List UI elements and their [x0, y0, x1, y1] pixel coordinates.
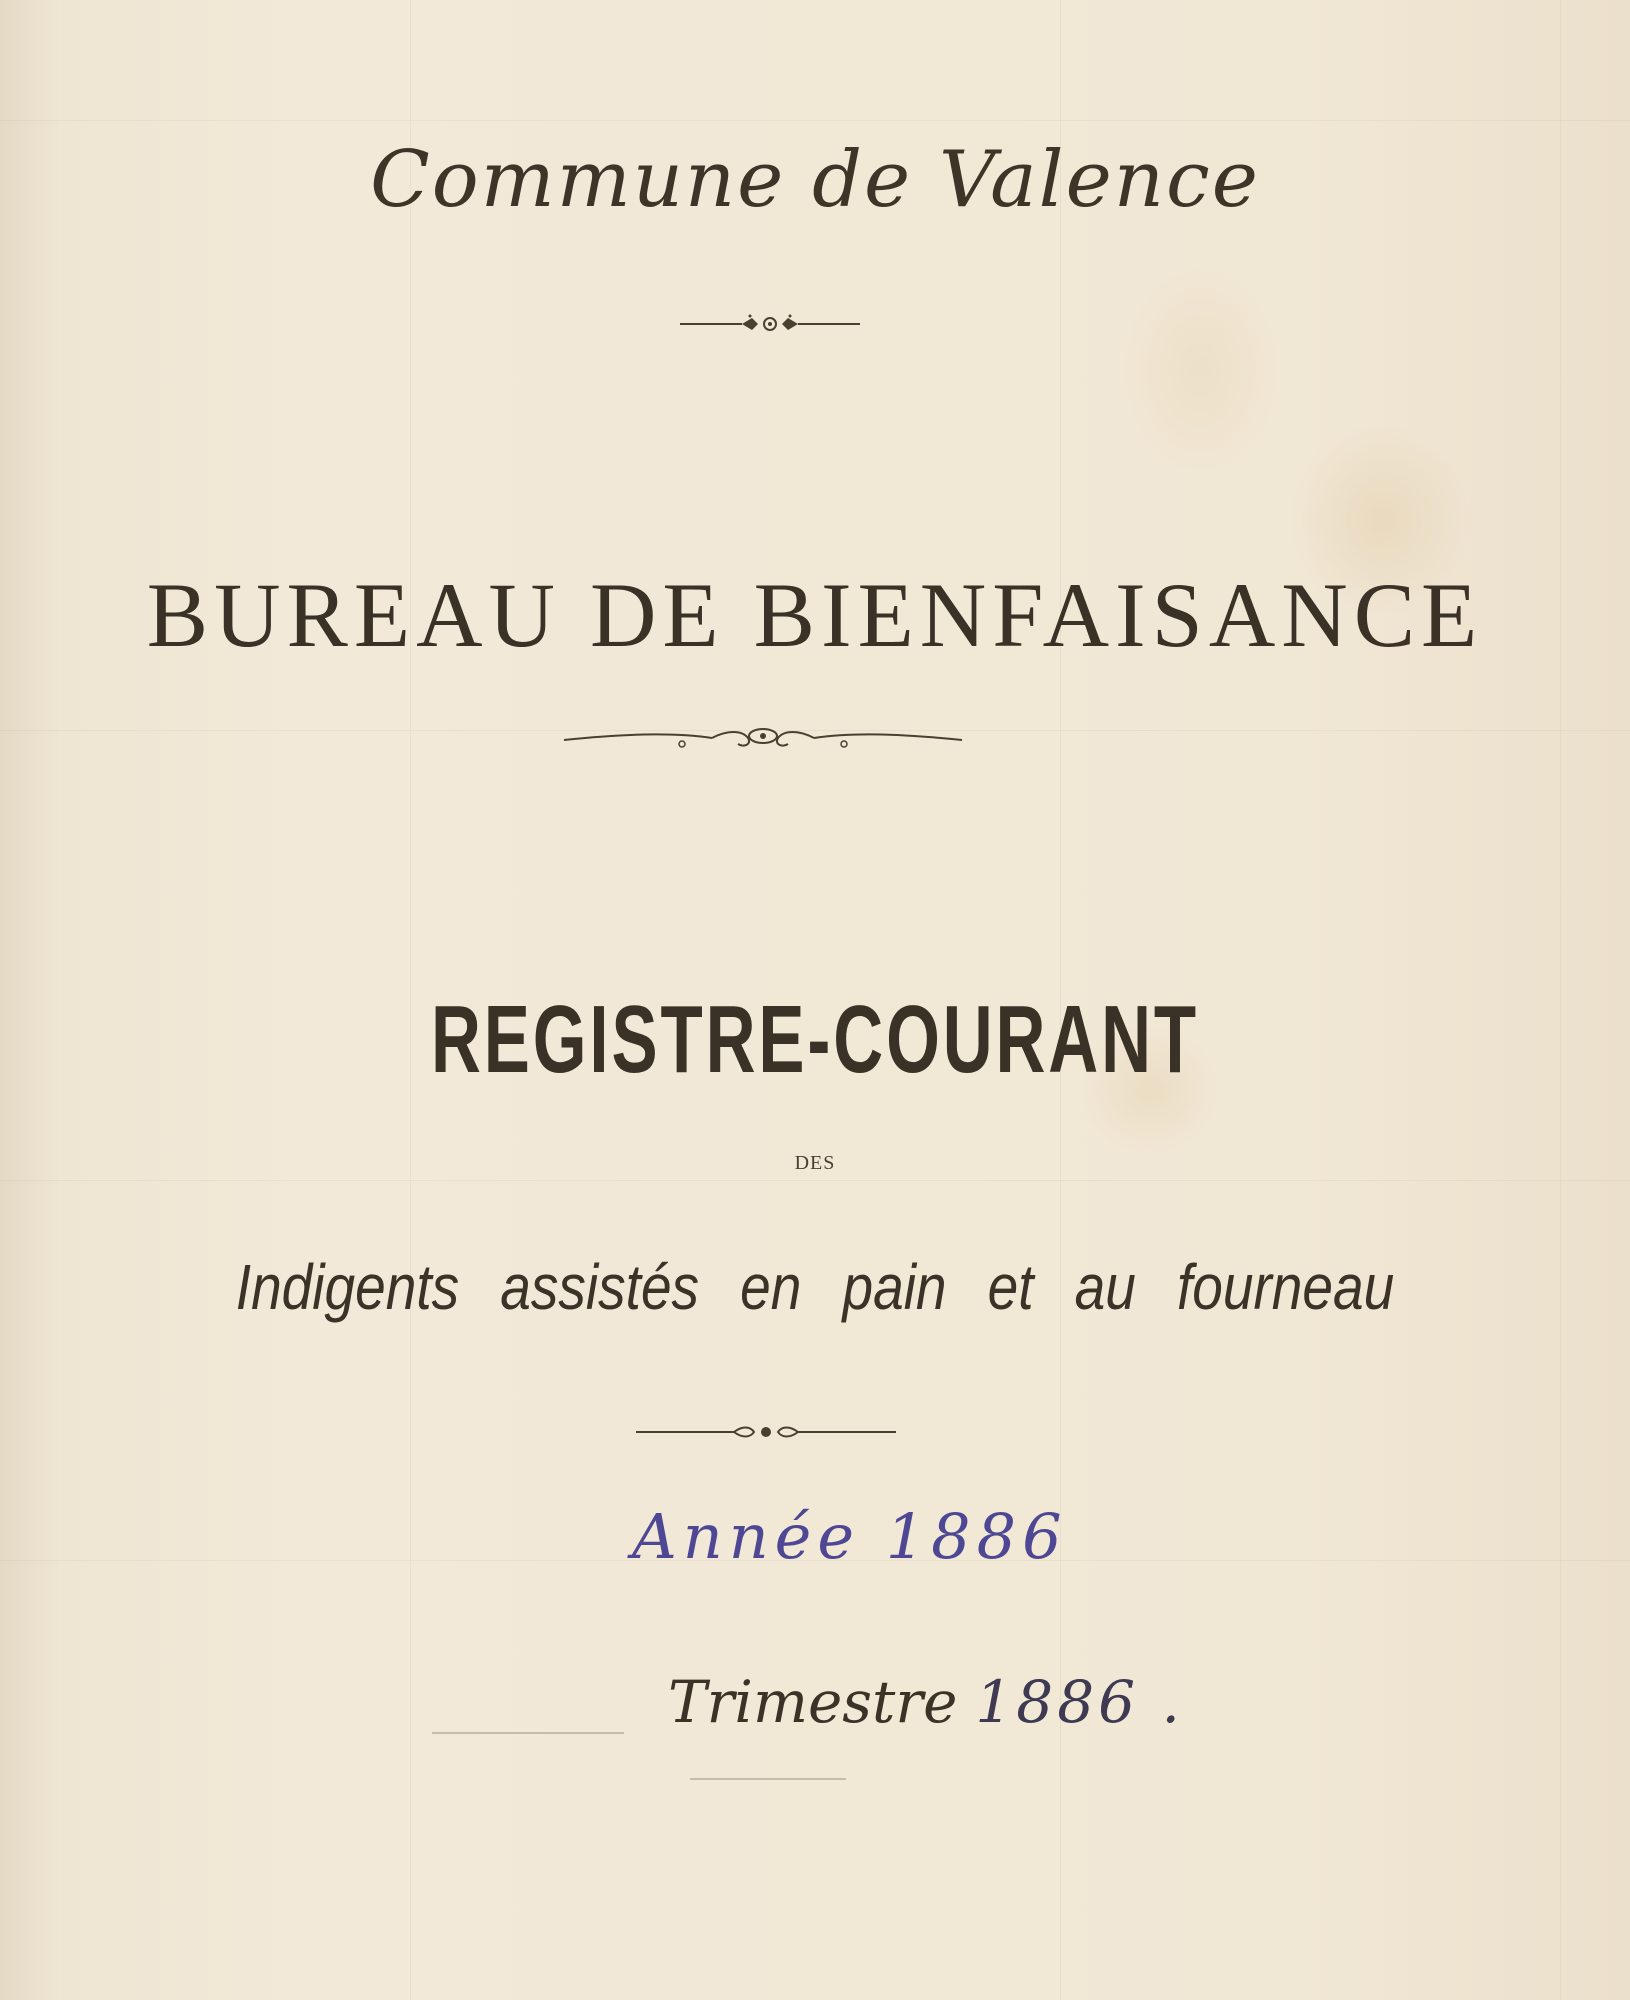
bureau-title: BUREAU DE BIENFAISANCE: [146, 564, 1484, 666]
handwritten-year: Année 1886: [632, 1500, 1068, 1573]
ornament-flourish: [562, 720, 964, 756]
registre-heading: REGISTRE-COURANT: [431, 986, 1199, 1093]
trimestre-year: 1886 .: [975, 1668, 1184, 1736]
commune-heading: Commune de Valence: [370, 135, 1260, 225]
paper-texture-line: [1560, 0, 1561, 2000]
paper-texture-line: [0, 1180, 1630, 1181]
trimestre-label: Trimestre: [668, 1668, 958, 1736]
blank-line: [432, 1732, 624, 1734]
ornament-divider-small: [678, 308, 862, 338]
paper-texture-line: [0, 120, 1630, 121]
description-line: Indigents assistés en pain et au fourneau: [235, 1251, 1395, 1323]
trimestre-underline: [690, 1778, 846, 1780]
ornament-divider-medium: [634, 1418, 898, 1448]
des-connector: DES: [794, 1152, 836, 1174]
trimestre-row: [668, 1668, 1184, 1736]
